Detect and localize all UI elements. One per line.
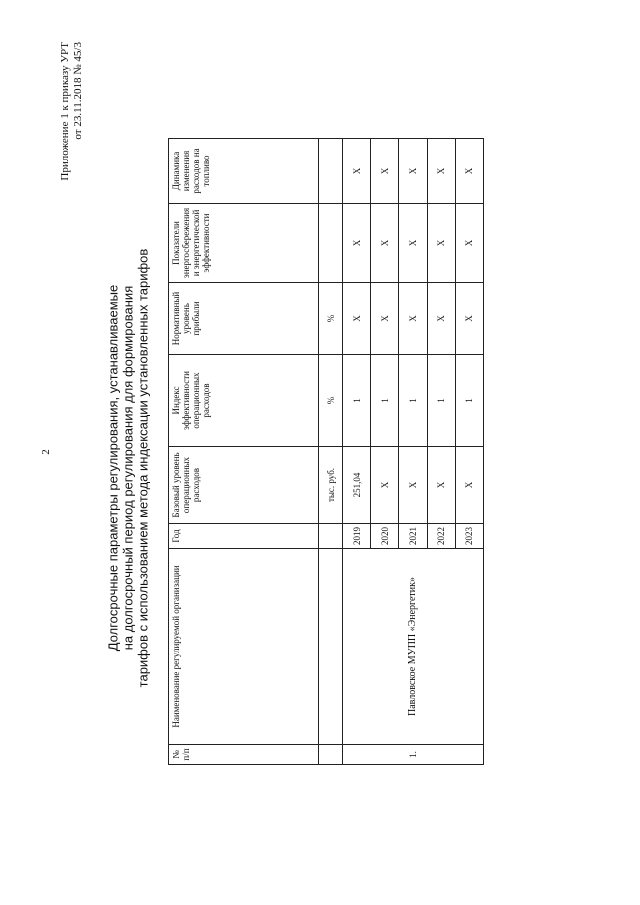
row-base-level: X bbox=[371, 447, 399, 524]
unit-profit-level: % bbox=[319, 283, 343, 355]
row-profit-level: X bbox=[343, 283, 371, 355]
row-base-level: X bbox=[427, 447, 455, 524]
row-energy-indicators: X bbox=[427, 204, 455, 283]
row-energy-indicators: X bbox=[343, 204, 371, 283]
header-year: Год bbox=[169, 524, 319, 549]
title-line-3: тарифов с использованием метода индексации установленных тарифов bbox=[135, 248, 151, 688]
header-fuel-dynamics: Динамика изменения расходов на топливо bbox=[169, 139, 319, 204]
header-base-level: Базовый уровень операционных расходов bbox=[169, 447, 319, 524]
row-profit-level: X bbox=[455, 283, 483, 355]
unit-fuel-dynamics bbox=[319, 139, 343, 204]
row-base-level: 251,04 bbox=[343, 447, 371, 524]
appendix-line-1: Приложение 1 к приказу УРТ bbox=[59, 42, 71, 181]
row-efficiency-index: 1 bbox=[427, 355, 455, 447]
row-energy-indicators: X bbox=[455, 204, 483, 283]
title-line-1: Долгосрочные параметры регулирования, устанавливаемые bbox=[105, 284, 121, 652]
units-spacer bbox=[319, 524, 343, 549]
row-fuel-dynamics: X bbox=[343, 139, 371, 204]
organization-name: Павловское МУПП «Энергетик» bbox=[343, 549, 484, 745]
unit-efficiency-index: % bbox=[319, 355, 343, 447]
row-efficiency-index: 1 bbox=[343, 355, 371, 447]
row-number: 1. bbox=[343, 745, 484, 765]
row-energy-indicators: X bbox=[399, 204, 427, 283]
row-base-level: X bbox=[399, 447, 427, 524]
header-num: № п/п bbox=[169, 745, 319, 765]
parameters-table-wrapper bbox=[168, 139, 484, 765]
row-year: 2022 bbox=[427, 524, 455, 549]
header-row bbox=[169, 139, 319, 765]
table-row bbox=[343, 139, 371, 765]
row-fuel-dynamics: X bbox=[371, 139, 399, 204]
page-number: 2 bbox=[40, 449, 52, 455]
row-year: 2023 bbox=[455, 524, 483, 549]
row-year: 2020 bbox=[371, 524, 399, 549]
row-efficiency-index: 1 bbox=[371, 355, 399, 447]
row-fuel-dynamics: X bbox=[455, 139, 483, 204]
row-year: 2019 bbox=[343, 524, 371, 549]
row-efficiency-index: 1 bbox=[399, 355, 427, 447]
parameters-table bbox=[168, 138, 484, 765]
appendix-reference bbox=[59, 42, 85, 202]
units-row bbox=[319, 139, 343, 765]
row-energy-indicators: X bbox=[371, 204, 399, 283]
appendix-line-2: от 23.11.2018 № 45/3 bbox=[72, 42, 84, 140]
header-energy-indicators: Показатели энергосбережения и энергетической эффективности bbox=[169, 204, 319, 283]
unit-base-level: тыс. руб. bbox=[319, 447, 343, 524]
row-year: 2021 bbox=[399, 524, 427, 549]
row-base-level: X bbox=[455, 447, 483, 524]
row-efficiency-index: 1 bbox=[455, 355, 483, 447]
header-profit-level: Нормативный уровень прибыли bbox=[169, 283, 319, 355]
units-spacer bbox=[319, 549, 343, 745]
row-profit-level: X bbox=[427, 283, 455, 355]
row-profit-level: X bbox=[399, 283, 427, 355]
row-profit-level: X bbox=[371, 283, 399, 355]
row-fuel-dynamics: X bbox=[427, 139, 455, 204]
units-spacer bbox=[319, 745, 343, 765]
document-title bbox=[106, 233, 151, 703]
header-organization: Наименование регулируемой организации bbox=[169, 549, 319, 745]
unit-energy-indicators bbox=[319, 204, 343, 283]
row-fuel-dynamics: X bbox=[399, 139, 427, 204]
title-line-2: на долгосрочный период регулирования для формирования bbox=[120, 285, 136, 651]
header-efficiency-index: Индекс эффективности операционных расходов bbox=[169, 355, 319, 447]
